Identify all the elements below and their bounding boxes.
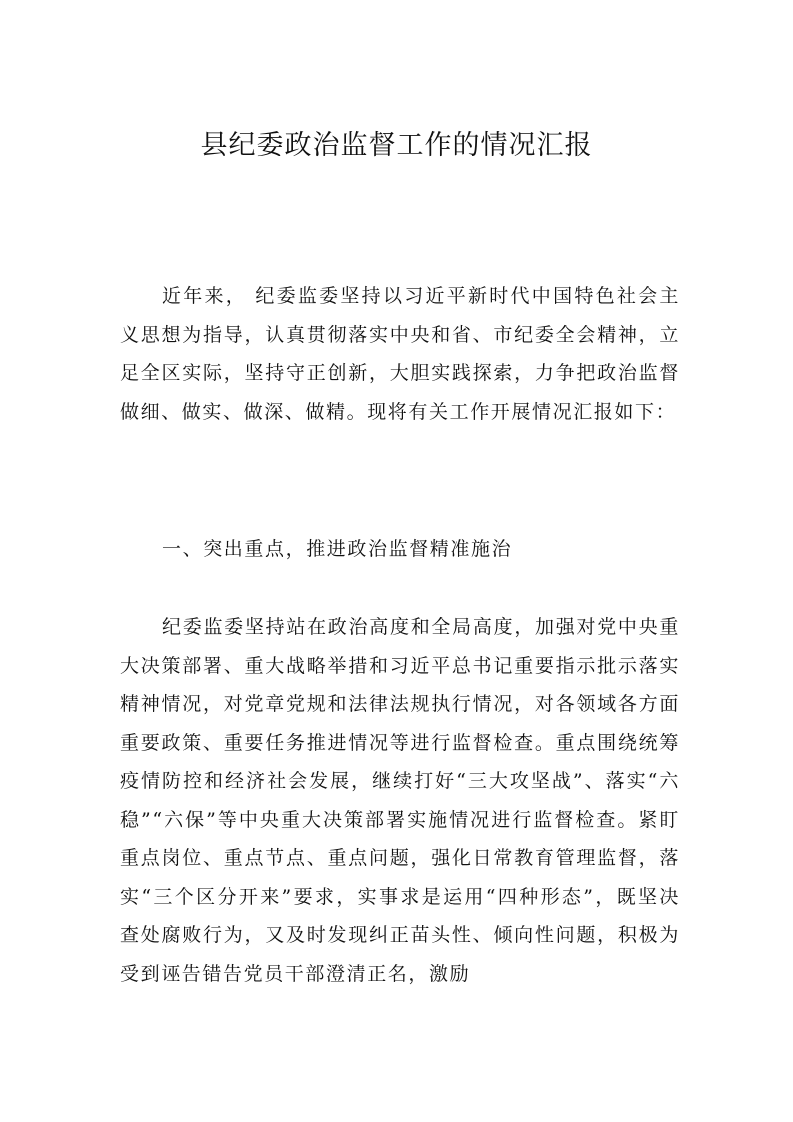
intro-paragraph: 近年来， 纪委监委坚持以习近平新时代中国特色社会主义思想为指导，认真贯彻落实中央和省、市纪委全会精神，立足全区实际，坚持守正创新，大胆实践探索，力争把政治监督做细、做实、做深、做精。现将有关工作开展情况汇报如下： — [120, 285, 680, 423]
section-heading: 一、突出重点，推进政治监督精准施治 — [162, 538, 513, 560]
document-title: 县纪委政治监督工作的情况汇报 — [200, 130, 593, 161]
section-body-paragraph: 纪委监委坚持站在政治高度和全局高度，加强对党中央重大决策部署、重大战略举措和习近平总书记重要指示批示落实精神情况，对党章党规和法律法规执行情况，对各领域各方面重要政策、重要任务推进情况等进行监督检查。重点围绕统筹疫情防控和经济社会发展，继续打好“三大攻坚战”、落实“六稳”“六保”等中央重大决策部署实施情况进行监督检查。紧盯重点岗位、重点节点、重点问题，强化日常教育管理监督，落实“三个区分开来”要求，实事求是运用“四种形态”，既坚决查处腐败行为，又及时发现纠正苗头性、倾向性问题，积极为受到诬告错告党员干部澄清正名，激励 — [120, 616, 680, 985]
